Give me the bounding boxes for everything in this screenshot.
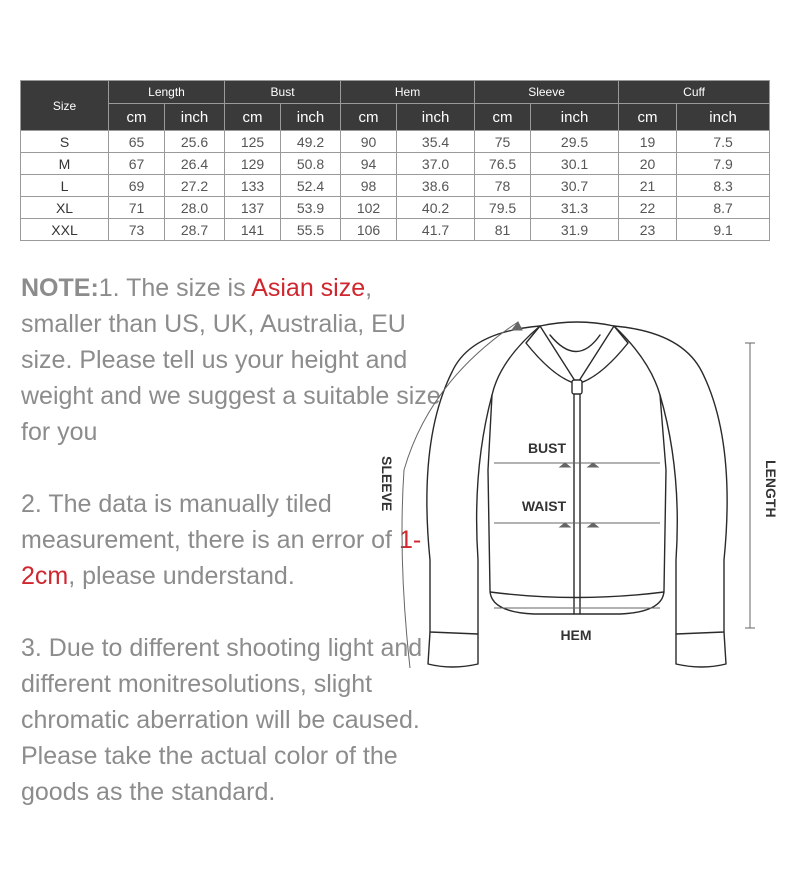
table-cell: 27.2 — [165, 175, 225, 197]
table-cell: 129 — [225, 153, 281, 175]
length-label: LENGTH — [763, 460, 779, 518]
table-cell: 23 — [619, 219, 677, 241]
asian-size-highlight: Asian size — [251, 274, 366, 302]
table-cell: 31.9 — [531, 219, 619, 241]
unit-inch: inch — [397, 104, 475, 131]
table-row — [21, 219, 770, 241]
hem-header: Hem — [341, 81, 475, 104]
size-chart-table — [20, 80, 770, 241]
table-cell: 55.5 — [281, 219, 341, 241]
table-cell: 9.1 — [677, 219, 770, 241]
unit-inch: inch — [281, 104, 341, 131]
table-cell: 29.5 — [531, 131, 619, 153]
hem-band — [490, 592, 664, 598]
hem-label: HEM — [560, 627, 592, 643]
table-cell: 81 — [475, 219, 531, 241]
size-header: Size — [21, 81, 109, 131]
table-cell: 35.4 — [397, 131, 475, 153]
table-cell: 125 — [225, 131, 281, 153]
table-cell: 30.1 — [531, 153, 619, 175]
table-cell: 37.0 — [397, 153, 475, 175]
table-cell: 49.2 — [281, 131, 341, 153]
table-cell: 137 — [225, 197, 281, 219]
table-cell: 26.4 — [165, 153, 225, 175]
waist-label: WAIST — [521, 498, 567, 514]
table-cell: 133 — [225, 175, 281, 197]
table-cell: 7.9 — [677, 153, 770, 175]
table-row — [21, 197, 770, 219]
table-row — [21, 153, 770, 175]
table-cell: 8.3 — [677, 175, 770, 197]
table-cell: 71 — [109, 197, 165, 219]
table-cell: 22 — [619, 197, 677, 219]
table-cell: 25.6 — [165, 131, 225, 153]
waist-arrow — [560, 523, 570, 527]
table-cell: 31.3 — [531, 197, 619, 219]
table-cell: 53.9 — [281, 197, 341, 219]
note-3: 3. Due to different shooting light and different monitresolutions, slight chromatic aberration will be caused. Please take the actual color of the goods as the standard. — [21, 634, 423, 806]
size-cell: M — [21, 153, 109, 175]
unit-inch: inch — [677, 104, 770, 131]
bust-header: Bust — [225, 81, 341, 104]
note-1-text-cont: , smaller than US, UK, Australia, EU size. Please tell us your height and weight and we suggest a suitable size for you — [21, 274, 441, 446]
table-cell: 28.0 — [165, 197, 225, 219]
left-cuff — [428, 632, 478, 667]
table-cell: 50.8 — [281, 153, 341, 175]
table-cell: 76.5 — [475, 153, 531, 175]
table-row — [21, 175, 770, 197]
sleeve-line — [402, 322, 518, 668]
table-cell: 75 — [475, 131, 531, 153]
table-cell: 102 — [341, 197, 397, 219]
cuff-header: Cuff — [619, 81, 770, 104]
table-cell: 67 — [109, 153, 165, 175]
table-cell: 52.4 — [281, 175, 341, 197]
table-cell: 65 — [109, 131, 165, 153]
table-cell: 90 — [341, 131, 397, 153]
table-cell: 94 — [341, 153, 397, 175]
note-1-text: 1. The size is — [98, 274, 252, 302]
size-cell: XXL — [21, 219, 109, 241]
table-cell: 7.5 — [677, 131, 770, 153]
left-sleeve — [427, 326, 540, 634]
table-cell: 106 — [341, 219, 397, 241]
table-cell: 41.7 — [397, 219, 475, 241]
table-cell: 30.7 — [531, 175, 619, 197]
unit-cm: cm — [619, 104, 677, 131]
waist-arrow — [588, 523, 598, 527]
table-cell: 79.5 — [475, 197, 531, 219]
unit-cm: cm — [475, 104, 531, 131]
table-cell: 20 — [619, 153, 677, 175]
note-label: NOTE: — [21, 274, 99, 302]
right-cuff — [676, 632, 726, 667]
table-row — [21, 131, 770, 153]
table-cell: 73 — [109, 219, 165, 241]
table-cell: 98 — [341, 175, 397, 197]
unit-inch: inch — [165, 104, 225, 131]
table-cell: 40.2 — [397, 197, 475, 219]
table-cell: 19 — [619, 131, 677, 153]
length-header: Length — [109, 81, 225, 104]
note-2-text-cont: , please understand. — [68, 562, 295, 590]
size-cell: XL — [21, 197, 109, 219]
table-cell: 38.6 — [397, 175, 475, 197]
table-cell: 69 — [109, 175, 165, 197]
jacket-diagram — [365, 310, 785, 675]
error-range-highlight: 1-2cm — [21, 526, 422, 590]
note-2-text: 2. The data is manually tiled measurement, there is an error of — [21, 490, 399, 554]
unit-inch: inch — [531, 104, 619, 131]
bust-arrow — [588, 463, 598, 467]
right-sleeve — [614, 326, 727, 634]
collar-outer — [526, 322, 628, 384]
zipper-pull — [572, 380, 582, 394]
bust-arrow — [560, 463, 570, 467]
table-cell: 8.7 — [677, 197, 770, 219]
unit-cm: cm — [341, 104, 397, 131]
size-cell: S — [21, 131, 109, 153]
sleeve-header: Sleeve — [475, 81, 619, 104]
size-cell: L — [21, 175, 109, 197]
unit-cm: cm — [109, 104, 165, 131]
sleeve-label: SLEEVE — [379, 456, 395, 512]
table-cell: 141 — [225, 219, 281, 241]
table-cell: 28.7 — [165, 219, 225, 241]
sleeve-arrow — [512, 322, 522, 330]
unit-cm: cm — [225, 104, 281, 131]
bust-label: BUST — [527, 440, 567, 456]
table-cell: 21 — [619, 175, 677, 197]
table-cell: 78 — [475, 175, 531, 197]
